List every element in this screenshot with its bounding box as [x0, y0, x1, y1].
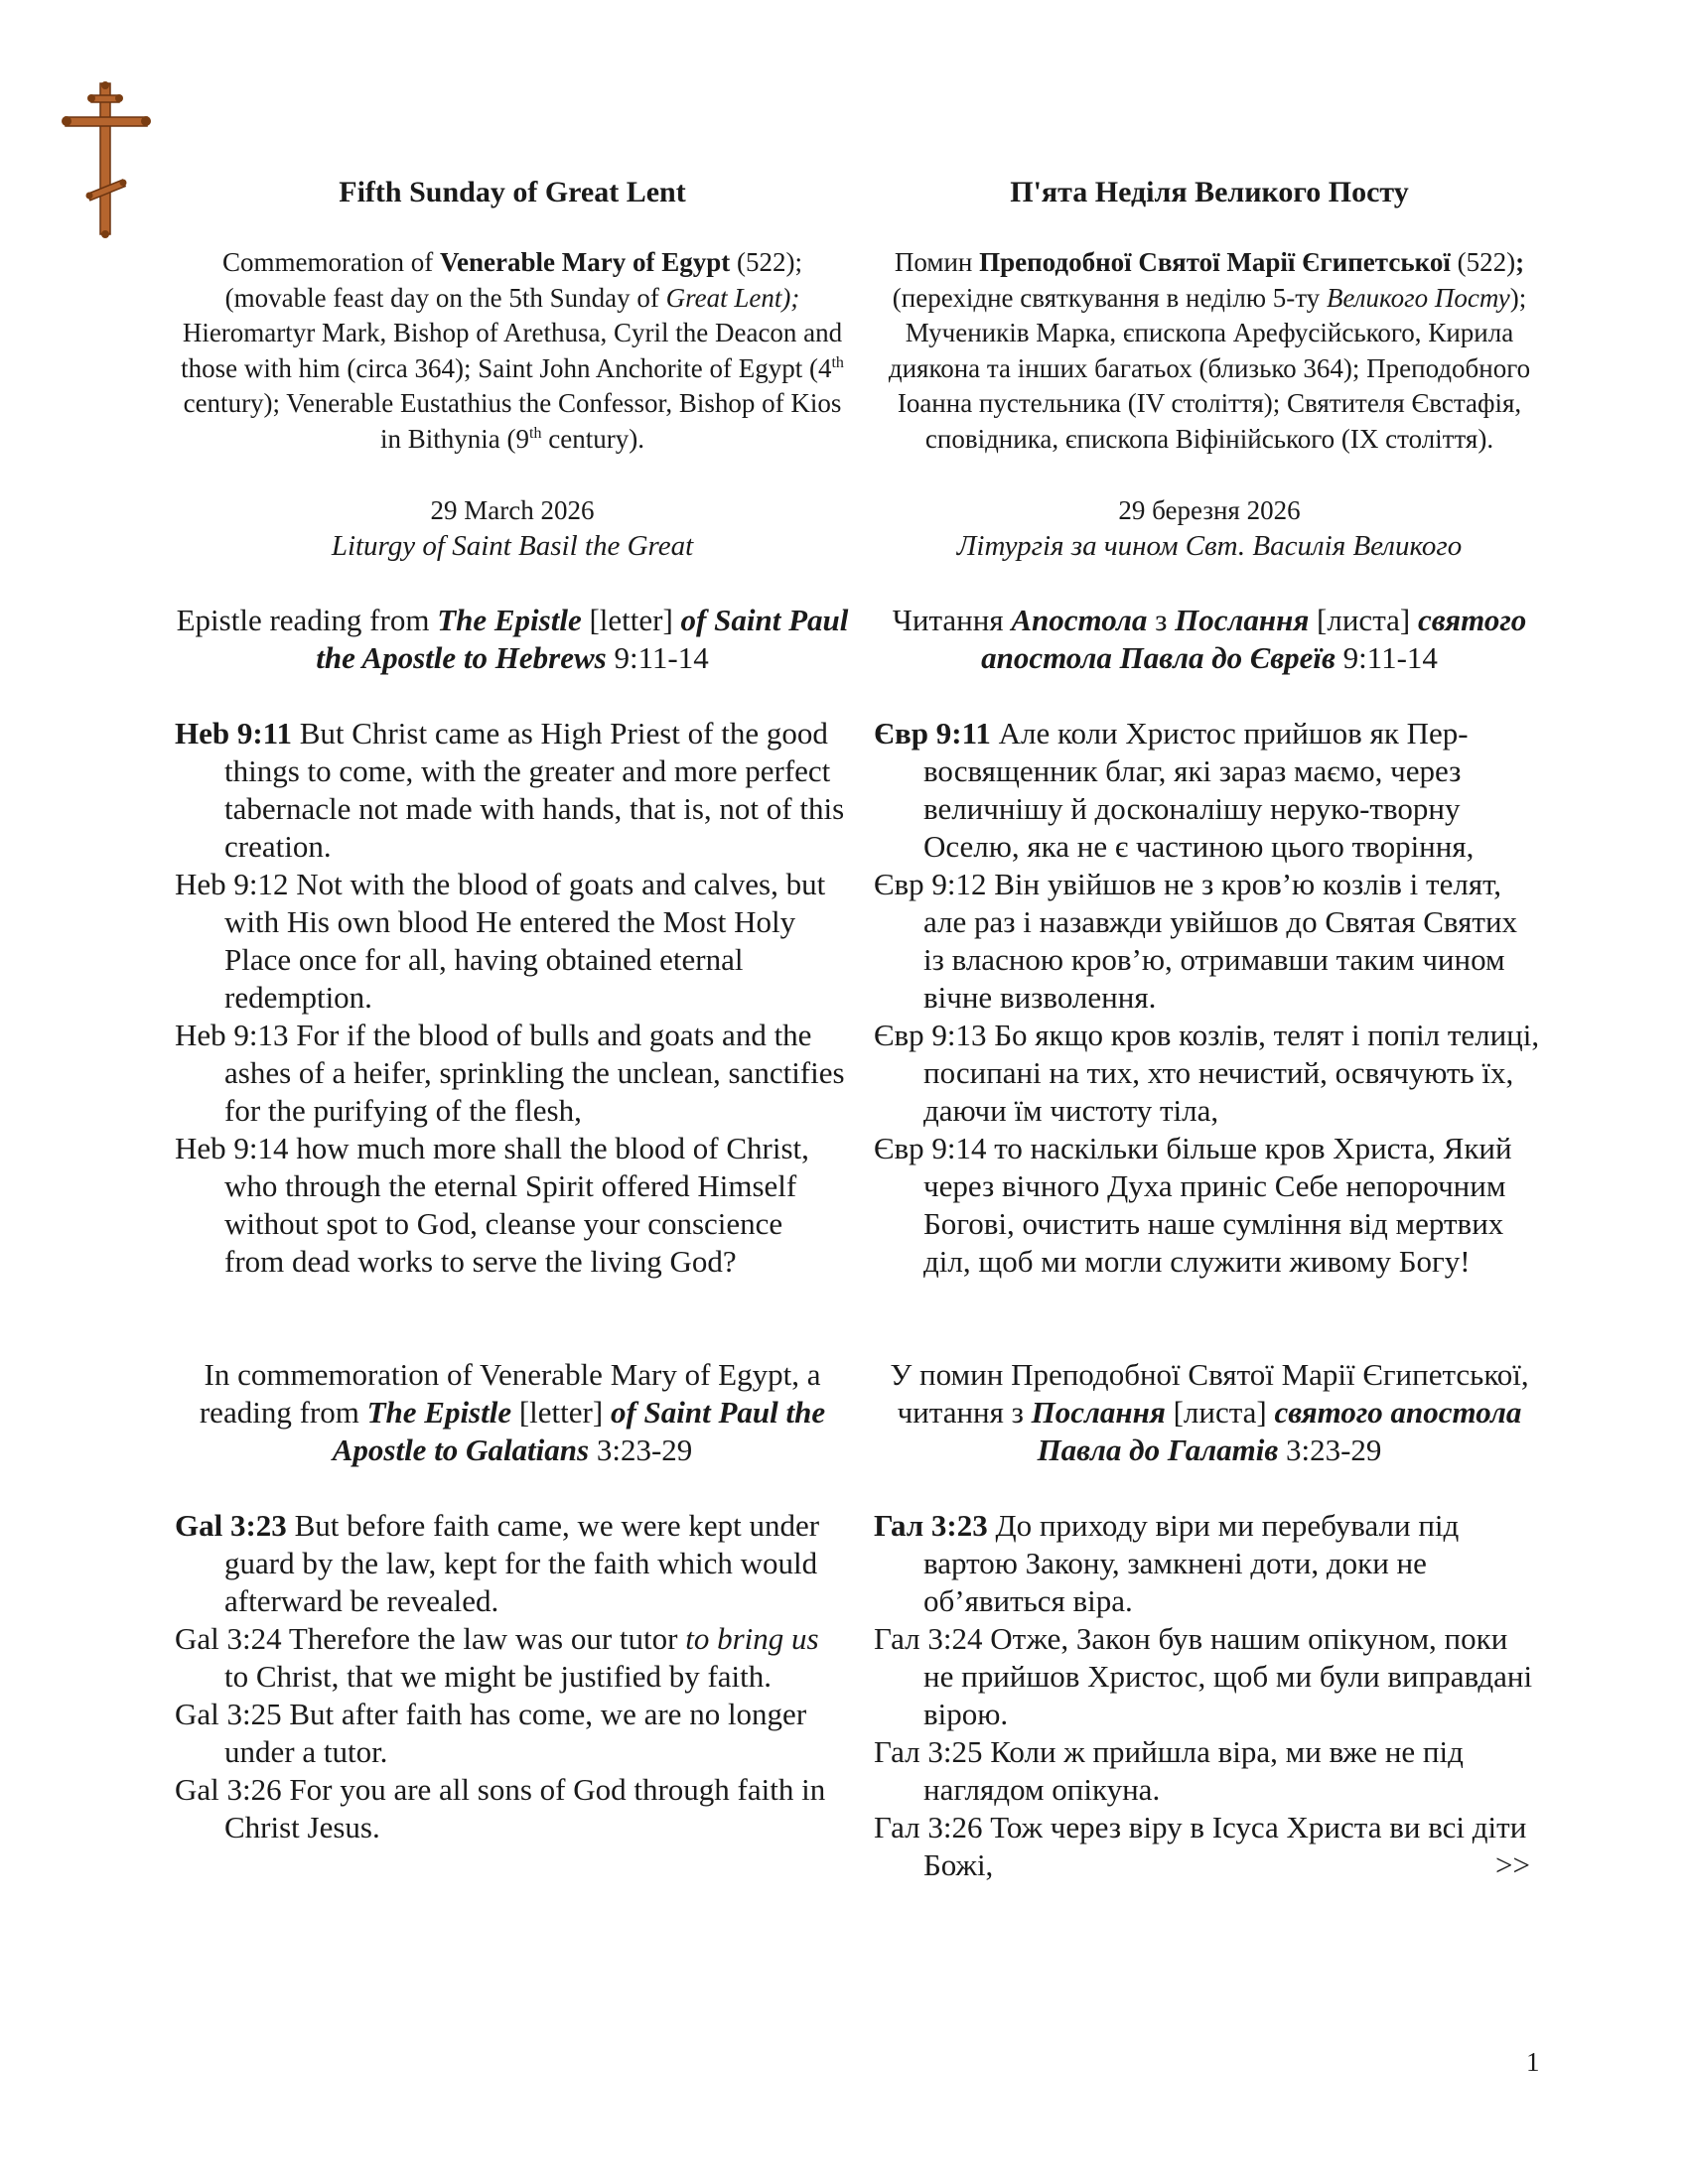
commem-text: (перехідне святкування в неділю 5-ту — [892, 282, 1327, 313]
verse-ref: Євр 9:13 — [874, 1018, 987, 1052]
heading-ref: 3:23-29 — [1278, 1433, 1382, 1467]
english-liturgy: Liturgy of Saint Basil the Great — [331, 529, 694, 562]
great-lent-text: Великого Посту — [1326, 282, 1510, 313]
verse — [874, 1507, 1545, 1620]
verse-ref: Гал 3:26 — [874, 1810, 983, 1844]
verse-text: Not with the blood of goats and calves, but with His own blood He entered the Most Holy Place once for all, having obtained eternal redemption. — [224, 867, 826, 1015]
heading-ref: 9:11-14 — [1335, 640, 1438, 675]
verse-ref: Гал 3:24 — [874, 1621, 983, 1656]
epistle-title: The Epistle — [366, 1395, 512, 1430]
english-commemoration — [175, 245, 850, 457]
saint-name: Venerable Mary of Egypt — [440, 247, 731, 277]
verse-text: то наскільки більше кров Христа, Який через вічного Духа приніс Себе непорочним Богові, очистить наше сумління від мертвих діл, щоб ми могли служити живому Богу! — [923, 1131, 1512, 1279]
verse-text: how much more shall the blood of Christ, who through the eternal Spirit offered Himself without spot to God, cleanse your conscience from dead works to serve the living God? — [224, 1131, 809, 1279]
commem-text: century). — [541, 423, 644, 454]
verse-ref: Євр 9:14 — [874, 1131, 987, 1165]
verse-text: But before faith came, we were kept under guard by the law, kept for the faith which would afterward be revealed. — [224, 1508, 820, 1618]
verse — [175, 1507, 850, 1620]
verse-text: But after faith has come, we are no longer under a tutor. — [224, 1697, 807, 1769]
verse: Гал 3:26 Тож через віру в Ісуса Христа ви всі діти Божі, >> — [874, 1810, 1530, 1882]
english-date: 29 March 2026 — [430, 495, 595, 525]
epistle-title: The Epistle — [437, 603, 582, 637]
heading-text: У помин Преподобної Святої Марії Єгипетської, читання з — [890, 1357, 1529, 1430]
ukrainian-commemoration — [874, 245, 1545, 457]
verse-ref: Heb 9:13 — [175, 1018, 289, 1052]
verse — [175, 1620, 850, 1696]
verse-text: Але коли Христос прийшов як Пер-восвященник благ, які зараз маємо, через величнішу й досконалішу неруко-творну Оселю, яка не є частиною цього творіння, — [923, 716, 1475, 864]
verse-ref: Gal 3:26 — [175, 1772, 282, 1807]
english-column — [175, 174, 850, 1846]
verse — [175, 1017, 850, 1130]
verse-ref: Євр 9:12 — [874, 867, 987, 901]
english-epistle-heading — [175, 602, 850, 677]
verse — [874, 715, 1545, 866]
commem-text: Помин — [894, 247, 980, 277]
epistle-book: of Saint Paul the Apostle to Galatians — [332, 1395, 826, 1467]
heading-text: [letter] — [581, 603, 681, 637]
verse-text: For you are all sons of God through faith in Christ Jesus. — [224, 1772, 826, 1844]
heading-text: [листа] — [1309, 603, 1418, 637]
epistle-book: святого апостола Павла до Євреїв — [981, 603, 1527, 675]
commem-text: (522); (movable feast day on the 5th Sunday of — [224, 247, 802, 313]
ukrainian-date: 29 березня 2026 — [1118, 495, 1301, 525]
epistle-title: Послання — [1175, 603, 1310, 637]
heading-text: [letter] — [511, 1395, 611, 1430]
commem-text: ; — [1515, 247, 1525, 277]
verse-text: Коли ж прийшла віра, ми вже не під наглядом опікуна. — [923, 1734, 1464, 1807]
verse-ref: Гал 3:25 — [874, 1734, 983, 1769]
english-title: Fifth Sunday of Great Lent — [339, 176, 686, 208]
verse — [175, 715, 850, 866]
superscript: th — [831, 353, 844, 371]
commem-text: (522) — [1450, 247, 1516, 277]
verse-ref: Євр 9:11 — [874, 716, 991, 751]
hebrews-verses — [175, 715, 850, 1281]
great-lent-text: Great Lent); — [665, 282, 800, 313]
commem-text: century); Venerable Eustathius the Confessor, Bishop of Kios in Bithynia (9 — [183, 388, 842, 454]
verse — [175, 1696, 850, 1771]
verse-text: Бо якщо кров козлів, телят і попіл телиці, посипані на тих, хто нечистий, освячують їх, даючи їм чистоту тіла, — [923, 1018, 1540, 1128]
heading-ref: 3:23-29 — [589, 1433, 693, 1467]
verse — [175, 1771, 850, 1846]
epistle-book: святого апостола Павла до Галатів — [1037, 1395, 1522, 1467]
heading-ref: 9:11-14 — [606, 640, 709, 675]
verse-text: But Christ came as High Priest of the good things to come, with the greater and more perfect tabernacle not made with hands, that is, not of this creation. — [224, 716, 845, 864]
verse-text: Тож через віру в Ісуса Христа ви всі діти Божі, — [923, 1810, 1527, 1882]
heading-text: [листа] — [1165, 1395, 1275, 1430]
verse — [874, 1130, 1545, 1281]
verse — [874, 866, 1545, 1017]
verse-ref: Gal 3:25 — [175, 1697, 282, 1731]
commem-text: Commemoration of — [222, 247, 440, 277]
ukrainian-commemoration-heading — [874, 1356, 1545, 1469]
verse-ref: Heb 9:14 — [175, 1131, 289, 1165]
verse-text: До приходу віри ми перебували під вартою Закону, замкнені доти, доки не об’явиться віра. — [923, 1508, 1460, 1618]
verse-ref: Gal 3:24 — [175, 1621, 282, 1656]
epistle-title: Апостола — [1011, 603, 1148, 637]
verse-ref: Heb 9:12 — [175, 867, 289, 901]
page-number: 1 — [1526, 2047, 1540, 2077]
superscript: th — [529, 424, 542, 442]
epistle-book: of Saint Paul the Apostle to Hebrews — [316, 603, 849, 675]
heading-text: Читання — [892, 603, 1012, 637]
ukrainian-column — [874, 174, 1545, 1884]
ukrainian-galatians-verses — [874, 1507, 1545, 1884]
epistle-title: Послання — [1031, 1395, 1166, 1430]
verse-text: Він увійшов не з кров’ю козлів і телят, але раз і назавжди увійшов до Святая Святих із власною кров’ю, отримавши таким чином вічне визволення. — [923, 867, 1518, 1015]
heading-text: з — [1147, 603, 1176, 637]
verse-text: For if the blood of bulls and goats and the ashes of a heifer, sprinkling the unclean, sanctifies for the purifying of the flesh, — [224, 1018, 845, 1128]
verse-ref: Gal 3:23 — [175, 1508, 287, 1543]
verse-ref: Heb 9:11 — [175, 716, 292, 751]
verse — [874, 1620, 1545, 1733]
verse — [874, 1017, 1545, 1130]
verse-text: Отже, Закон був нашим опікуном, поки не прийшов Христос, щоб ми були виправдані вірою. — [923, 1621, 1533, 1731]
heading-text: In commemoration of Venerable Mary of Egypt, a reading from — [199, 1357, 821, 1430]
verse-text: Therefore the law was our tutor — [281, 1621, 686, 1656]
ukrainian-liturgy: Літургія за чином Свт. Василія Великого — [956, 529, 1463, 562]
orthodox-cross-icon — [62, 79, 151, 238]
english-commemoration-heading — [175, 1356, 850, 1469]
ukrainian-hebrews-verses — [874, 715, 1545, 1281]
verse — [175, 866, 850, 1017]
commem-text: ); Мучеників Марка, єпископа Арефусійського, Кирила диякона та інших багатьох (близько 364); Преподобного Іоанна пустельника (IV століття); Святителя Євстафія, сповідника, єпископа Віфінійського (IX століття). — [888, 282, 1531, 454]
ukrainian-title: П'ята Неділя Великого Посту — [1010, 176, 1409, 208]
verse-text: to Christ, that we might be justified by faith. — [224, 1659, 773, 1694]
heading-text: Epistle reading from — [176, 603, 438, 637]
verse — [874, 1733, 1545, 1809]
commem-text: Hieromartyr Mark, Bishop of Arethusa, Cyril the Deacon and those with him (circa 364); Saint John Anchorite of Egypt (4 — [181, 318, 843, 383]
saint-name: Преподобної Святої Марії Єгипетської — [979, 247, 1451, 277]
galatians-verses — [175, 1507, 850, 1846]
verse-ref: Гал 3:23 — [874, 1508, 988, 1543]
verse-italic-text: to bring us — [685, 1621, 819, 1656]
verse — [175, 1130, 850, 1281]
ukrainian-epistle-heading — [874, 602, 1545, 677]
